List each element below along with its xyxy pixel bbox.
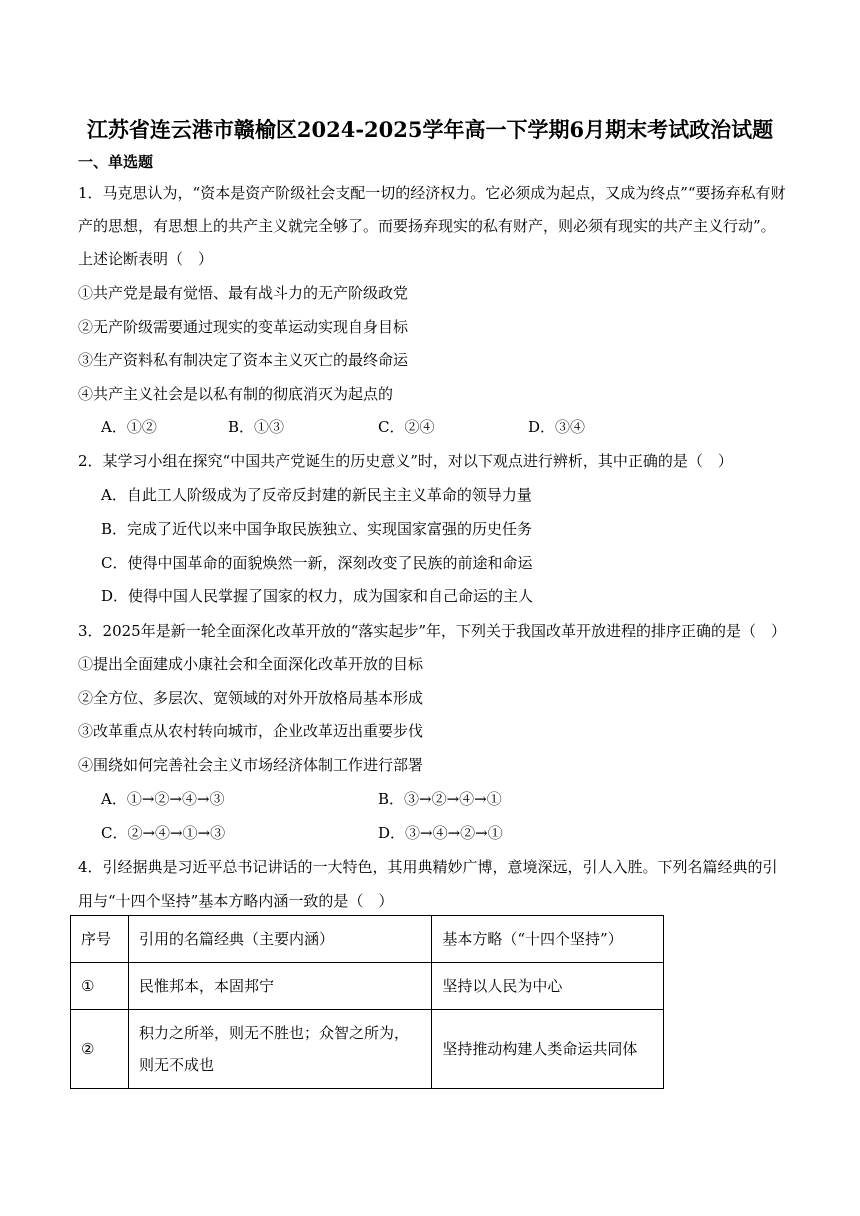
q2-option-d: D．使得中国人民掌握了国家的权力，成为国家和自己命运的主人 bbox=[101, 587, 534, 605]
table-cell: 积力之所举，则无不胜也；众智之所为，则无不成也 bbox=[128, 1010, 431, 1089]
q3-option-c: C．②→④→①→③ bbox=[101, 824, 226, 842]
q1-option-c: C．②④ bbox=[378, 418, 435, 436]
table-cell: ② bbox=[71, 1010, 129, 1089]
q1-stem-line-1: 1．马克思认为，“资本是资产阶级社会支配一切的经济权力。它必须成为起点，又成为终点”“要扬弃私有财 bbox=[78, 184, 786, 202]
q2-option-b: B．完成了近代以来中国争取民族独立、实现国家富强的历史任务 bbox=[101, 520, 533, 538]
page-title: 江苏省连云港市赣榆区2024-2025学年高一下学期6月期末考试政治试题 bbox=[86, 117, 774, 142]
q1-item: ③生产资料私有制决定了资本主义灭亡的最终命运 bbox=[78, 351, 409, 369]
q3-option-a: A．①→②→④→③ bbox=[101, 790, 225, 808]
q3-item: ③改革重点从农村转向城市，企业改革迈出重要步伐 bbox=[78, 722, 424, 740]
q3-option-b: B．③→②→④→① bbox=[378, 790, 502, 808]
table-header-cell: 基本方略（“十四个坚持”） bbox=[432, 916, 664, 963]
q3-item: ②全方位、多层次、宽领域的对外开放格局基本形成 bbox=[78, 689, 424, 707]
q3-item: ①提出全面建成小康社会和全面深化改革开放的目标 bbox=[78, 655, 424, 673]
q3-stem: 3．2025年是新一轮全面深化改革开放的“落实起步”年，下列关于我国改革开放进程的排序正确的是（ ） bbox=[78, 622, 787, 640]
q1-option-b: B．①③ bbox=[228, 418, 285, 436]
q1-option-d: D．③④ bbox=[528, 418, 586, 436]
table-cell: 坚持以人民为中心 bbox=[432, 963, 664, 1010]
q1-item: ②无产阶级需要通过现实的变革运动实现自身目标 bbox=[78, 318, 409, 336]
quote-table bbox=[70, 915, 664, 1089]
table-row bbox=[71, 963, 664, 1010]
q1-option-a: A．①② bbox=[101, 418, 157, 436]
q4-stem-line-1: 4．引经据典是习近平总书记讲话的一大特色，其用典精妙广博，意境深远，引人入胜。下列名篇经典的引 bbox=[78, 858, 778, 876]
table-cell: 民惟邦本，本固邦宁 bbox=[128, 963, 431, 1010]
q1-item: ④共产主义社会是以私有制的彻底消灭为起点的 bbox=[78, 385, 394, 403]
q1-stem-line-2: 产的思想，有思想上的共产主义就完全够了。而要扬弃现实的私有财产，则必须有现实的共产主义行动”。 bbox=[78, 217, 776, 235]
q3-item: ④围绕如何完善社会主义市场经济体制工作进行部署 bbox=[78, 756, 424, 774]
section-heading: 一、单选题 bbox=[78, 153, 154, 171]
table-cell: 坚持推动构建人类命运共同体 bbox=[432, 1010, 664, 1089]
table-header-cell: 序号 bbox=[71, 916, 129, 963]
q1-item: ①共产党是最有觉悟、最有战斗力的无产阶级政党 bbox=[78, 284, 409, 302]
q2-option-a: A．自此工人阶级成为了反帝反封建的新民主主义革命的领导力量 bbox=[101, 486, 532, 504]
table-cell: ① bbox=[71, 963, 129, 1010]
q4-stem-line-2: 用与“十四个坚持”基本方略内涵一致的是（ ） bbox=[78, 892, 394, 910]
q2-stem: 2．某学习小组在探究“中国共产党诞生的历史意义”时，对以下观点进行辨析，其中正确的是（ ） bbox=[78, 452, 733, 470]
table-header-cell: 引用的名篇经典（主要内涵） bbox=[128, 916, 431, 963]
q3-option-d: D．③→④→②→① bbox=[378, 824, 503, 842]
table-row bbox=[71, 1010, 664, 1089]
table-header-row bbox=[71, 916, 664, 963]
q1-stem-line-3: 上述论断表明（ ） bbox=[78, 250, 214, 268]
q2-option-c: C．使得中国革命的面貌焕然一新，深刻改变了民族的前途和命运 bbox=[101, 554, 533, 572]
